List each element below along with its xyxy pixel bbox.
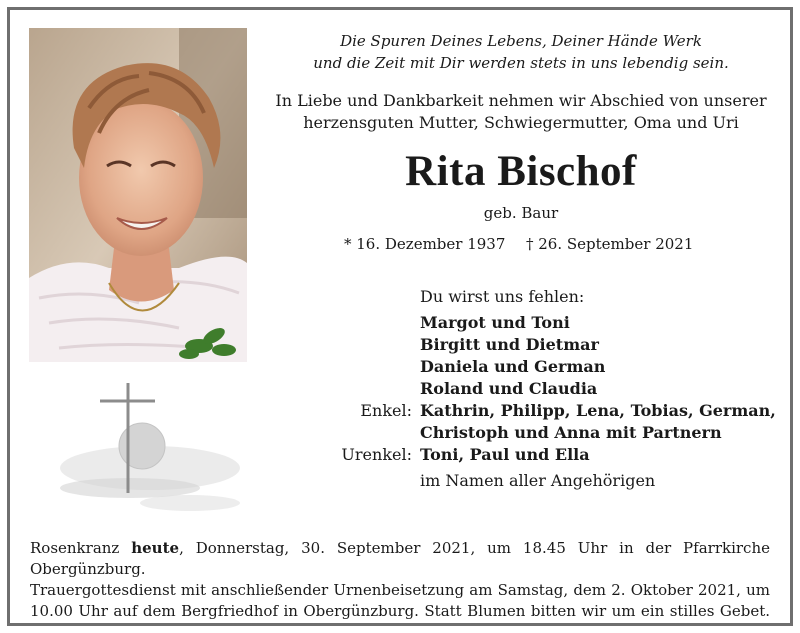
service-details bbox=[30, 538, 770, 622]
rosary-label: Rosenkranz bbox=[30, 539, 132, 557]
service-line-1 bbox=[30, 538, 770, 580]
birth-date: * 16. Dezember 1937 bbox=[344, 235, 506, 253]
relatives-note: im Namen aller Angehörigen bbox=[420, 471, 656, 490]
service-line-3: 10.00 Uhr auf dem Bergfriedhof in Obergünzburg. Statt Blumen bitten wir um ein stilles Gebet. bbox=[30, 602, 770, 620]
portrait-photo bbox=[29, 28, 247, 362]
intro-line-2: herzensguten Mutter, Schwiegermutter, Oma und Uri bbox=[303, 113, 739, 132]
maiden-name: geb. Baur bbox=[483, 204, 559, 222]
quote-line-2: und die Zeit mit Dir werden stets in uns lebendig sein. bbox=[313, 54, 729, 72]
great-grandchildren-names: Toni, Paul und Ella bbox=[420, 445, 590, 464]
death-date: † 26. September 2021 bbox=[526, 235, 694, 253]
service-line-2: Trauergottesdienst mit anschließender Urnenbeisetzung am Samstag, dem 2. Oktober 2021, um bbox=[30, 581, 770, 599]
child-couple: Margot und Toni bbox=[420, 313, 570, 332]
deceased-name: Rita Bischof bbox=[405, 148, 637, 195]
today-emphasis: heute bbox=[131, 539, 180, 557]
great-grandchildren-label: Urenkel: bbox=[341, 445, 412, 464]
quote-line-1: Die Spuren Deines Lebens, Deiner Hände Werk bbox=[340, 32, 702, 50]
child-couple: Birgitt und Dietmar bbox=[420, 335, 599, 354]
child-couple: Roland und Claudia bbox=[420, 379, 598, 398]
rosary-details: , Donnerstag, 30. September 2021, um 18.45 Uhr in der Pfarrkirche Obergünzburg. bbox=[30, 539, 770, 578]
farewell-intro bbox=[262, 90, 780, 134]
child-couple: Daniela und German bbox=[420, 357, 606, 376]
grandchildren-names-2: Christoph und Anna mit Partnern bbox=[420, 423, 722, 442]
memorial-quote bbox=[262, 30, 780, 74]
mourners-heading: Du wirst uns fehlen: bbox=[420, 287, 585, 306]
grandchildren-names-1: Kathrin, Philipp, Lena, Tobias, German, bbox=[420, 401, 776, 420]
intro-line-1: In Liebe und Dankbarkeit nehmen wir Abschied von unserer bbox=[275, 91, 767, 110]
grandchildren-label: Enkel: bbox=[360, 401, 412, 420]
cross-illustration bbox=[50, 378, 250, 523]
